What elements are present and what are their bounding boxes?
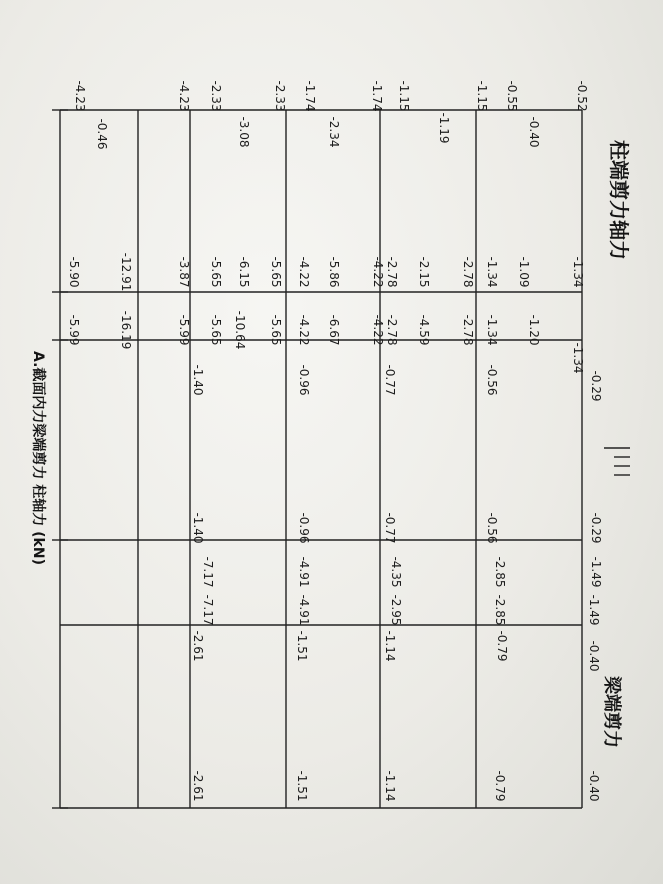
panel-label: -0.56 bbox=[485, 512, 499, 544]
panel-label: -0.29 bbox=[589, 512, 603, 544]
panel-label: -4.22 bbox=[371, 256, 385, 288]
panel-label: -6.15 bbox=[237, 256, 251, 288]
panel-label: -2.61 bbox=[191, 770, 205, 802]
panel-label: -0.40 bbox=[587, 640, 601, 672]
panel-label: -0.77 bbox=[383, 364, 397, 396]
panel-label: -2.95 bbox=[389, 594, 403, 626]
panel-label: -2.85 bbox=[493, 594, 507, 626]
panel-label: -2.61 bbox=[191, 630, 205, 662]
panel-label: -5.90 bbox=[67, 256, 81, 288]
panel-label: -1.40 bbox=[191, 364, 205, 396]
panel-label: -2.15 bbox=[417, 256, 431, 288]
panel-label: -0.46 bbox=[95, 118, 109, 150]
panel-label: -0.79 bbox=[493, 770, 507, 802]
panel-label: -1.49 bbox=[589, 556, 603, 588]
column-top-label: -1.74 bbox=[370, 80, 384, 112]
column-top-label: -2.33 bbox=[273, 80, 287, 112]
column-axial-title: 柱端剪力轴力 bbox=[607, 140, 631, 260]
panel-label: -2.78 bbox=[385, 256, 399, 288]
panel-label: -4.59 bbox=[417, 314, 431, 346]
panel-label: -1.34 bbox=[571, 256, 585, 288]
panel-label: -4.22 bbox=[297, 314, 311, 346]
panel-label: -2.78 bbox=[461, 256, 475, 288]
panel-label: -12.91 bbox=[119, 252, 133, 292]
panel-label: -0.40 bbox=[587, 770, 601, 802]
panel-label: -2.78 bbox=[385, 314, 399, 346]
panel-label: -1.49 bbox=[587, 594, 601, 626]
panel-label: -1.34 bbox=[571, 342, 585, 374]
panel-label: -1.51 bbox=[295, 630, 309, 662]
panel-label: -5.65 bbox=[209, 256, 223, 288]
panel-label: -0.96 bbox=[297, 512, 311, 544]
panel-label: -4.22 bbox=[371, 314, 385, 346]
panel-label: -5.65 bbox=[269, 256, 283, 288]
panel-label: -0.79 bbox=[495, 630, 509, 662]
panel-label: -5.99 bbox=[67, 314, 81, 346]
column-top-label: -4.23 bbox=[177, 80, 191, 112]
panel-label: -2.85 bbox=[493, 556, 507, 588]
panel-label: -1.40 bbox=[191, 512, 205, 544]
panel-label: -0.96 bbox=[297, 364, 311, 396]
panel-label: -7.17 bbox=[201, 594, 215, 626]
panel-label: -4.91 bbox=[297, 594, 311, 626]
column-top-label: -4.23 bbox=[73, 80, 87, 112]
panel-label: -5.65 bbox=[209, 314, 223, 346]
panel-label: -1.34 bbox=[485, 314, 499, 346]
column-top-label: -0.52 bbox=[575, 80, 589, 112]
panel-label: -6.67 bbox=[327, 314, 341, 346]
panel-label: -2.78 bbox=[461, 314, 475, 346]
column-top-label: -2.33 bbox=[209, 80, 223, 112]
panel-label: -7.17 bbox=[201, 556, 215, 588]
panel-label: -1.34 bbox=[485, 256, 499, 288]
beam-shear-title: 梁端剪力 bbox=[601, 676, 622, 748]
column-top-label: -0.55 bbox=[505, 80, 519, 112]
panel-label: -5.86 bbox=[327, 256, 341, 288]
panel-label: -5.99 bbox=[177, 314, 191, 346]
column-top-label: -1.15 bbox=[475, 80, 489, 112]
main-caption: A.截面内力梁端剪力 柱轴力 (kN) bbox=[30, 351, 46, 565]
panel-label: -16.19 bbox=[119, 310, 133, 350]
column-top-label: -1.15 bbox=[397, 80, 411, 112]
panel-label: -1.19 bbox=[437, 112, 451, 144]
panel-label: -3.87 bbox=[177, 256, 191, 288]
column-top-label: -1.74 bbox=[303, 80, 317, 112]
panel-label: -0.77 bbox=[383, 512, 397, 544]
panel-label: -1.14 bbox=[383, 770, 397, 802]
panel-label: -0.40 bbox=[527, 116, 541, 148]
frame-lines bbox=[52, 110, 630, 808]
panel-label: -1.09 bbox=[517, 256, 531, 288]
panel-label: -5.65 bbox=[269, 314, 283, 346]
panel-label: -0.29 bbox=[589, 370, 603, 402]
panel-label: -10.64 bbox=[233, 310, 247, 350]
panel-label: -1.20 bbox=[527, 314, 541, 346]
panel-label: -1.14 bbox=[383, 630, 397, 662]
panel-label: -2.34 bbox=[327, 116, 341, 148]
panel-labels bbox=[67, 112, 603, 801]
panel-label: -4.22 bbox=[297, 256, 311, 288]
panel-label: -0.56 bbox=[485, 364, 499, 396]
panel-label: -4.35 bbox=[389, 556, 403, 588]
panel-label: -1.51 bbox=[295, 770, 309, 802]
panel-label: -3.08 bbox=[237, 116, 251, 148]
panel-label: -4.91 bbox=[297, 556, 311, 588]
